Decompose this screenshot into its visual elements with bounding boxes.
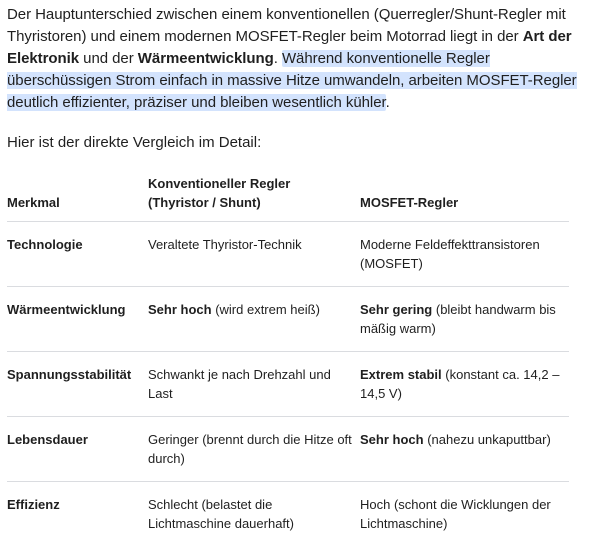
table-row: [7, 287, 569, 352]
table-row: [7, 417, 569, 482]
cell-text: Veraltete Thyristor-Technik: [148, 237, 302, 252]
cell-mosfet: [360, 417, 569, 482]
cell-text: Geringer (brennt durch die Hitze oft durch): [148, 432, 352, 466]
cell-mosfet: [360, 222, 569, 287]
intro-paragraph: [7, 4, 585, 114]
header-mosfet: MOSFET-Regler: [360, 174, 569, 222]
cell-mosfet: [360, 352, 569, 417]
comparison-table: [7, 174, 569, 546]
table-row: [7, 482, 569, 547]
comparison-lead-text: Hier ist der direkte Vergleich im Detail:: [7, 134, 262, 151]
table-row: [7, 222, 569, 287]
header-conventional: [148, 174, 360, 222]
cell-text: (wird extrem heiß): [211, 302, 320, 317]
header-conventional-line1: Konventioneller Regler: [148, 176, 291, 191]
intro-bold-electronics: Art der Elektronik: [7, 28, 572, 67]
header-feature: Merkmal: [7, 174, 148, 222]
cell-conventional: [148, 417, 360, 482]
cell-text: Schwankt je nach Drehzahl und Last: [148, 367, 331, 401]
cell-conventional: [148, 222, 360, 287]
cell-mosfet: [360, 482, 569, 547]
row-label: Lebensdauer: [7, 417, 148, 482]
cell-text: (bleibt handwarm bis mäßig warm): [360, 302, 556, 336]
cell-text: Schlecht (belastet die Lichtmaschine dauerhaft): [148, 497, 294, 531]
header-conventional-line2: (Thyristor / Shunt): [148, 195, 261, 210]
cell-text: Hoch (schont die Wicklungen der Lichtmaschine): [360, 497, 551, 531]
row-label: Technologie: [7, 222, 148, 287]
intro-text-1: Der Hauptunterschied zwischen einem konventionellen (Querregler/Shunt-Regler mit Thyristoren) und einem modernen MOSFET-Regler beim Motorrad liegt in der: [7, 6, 566, 45]
highlighted-sentence[interactable]: Während konventionelle Regler überschüssigen Strom einfach in massive Hitze umwandeln, arbeiten MOSFET-Regler deutlich effizienter, präziser und bleiben wesentlich kühler: [7, 50, 577, 111]
row-label: Spannungsstabilität: [7, 352, 148, 417]
cell-text: Moderne Feldeffekttransistoren (MOSFET): [360, 237, 540, 271]
cell-text: (nahezu unkaputtbar): [423, 432, 551, 447]
table-header-row: [7, 174, 569, 222]
cell-bold: Sehr hoch: [360, 432, 424, 447]
cell-text: (konstant ca. 14,2 – 14,5 V): [360, 367, 560, 401]
intro-text-4: .: [385, 94, 390, 111]
row-label: Wärmeentwicklung: [7, 287, 148, 352]
intro-text-2: und der: [79, 50, 138, 67]
cell-mosfet: [360, 287, 569, 352]
cell-conventional: [148, 482, 360, 547]
table-row: [7, 352, 569, 417]
row-label: Effizienz: [7, 497, 60, 512]
intro-bold-heat: Wärmeentwicklung: [137, 50, 274, 67]
cell-conventional: [148, 287, 360, 352]
cell-bold: Extrem stabil: [360, 367, 442, 382]
intro-text-3: .: [273, 50, 282, 67]
cell-bold: Sehr gering: [360, 302, 433, 317]
cell-conventional: [148, 352, 360, 417]
cell-bold: Sehr hoch: [148, 302, 212, 317]
